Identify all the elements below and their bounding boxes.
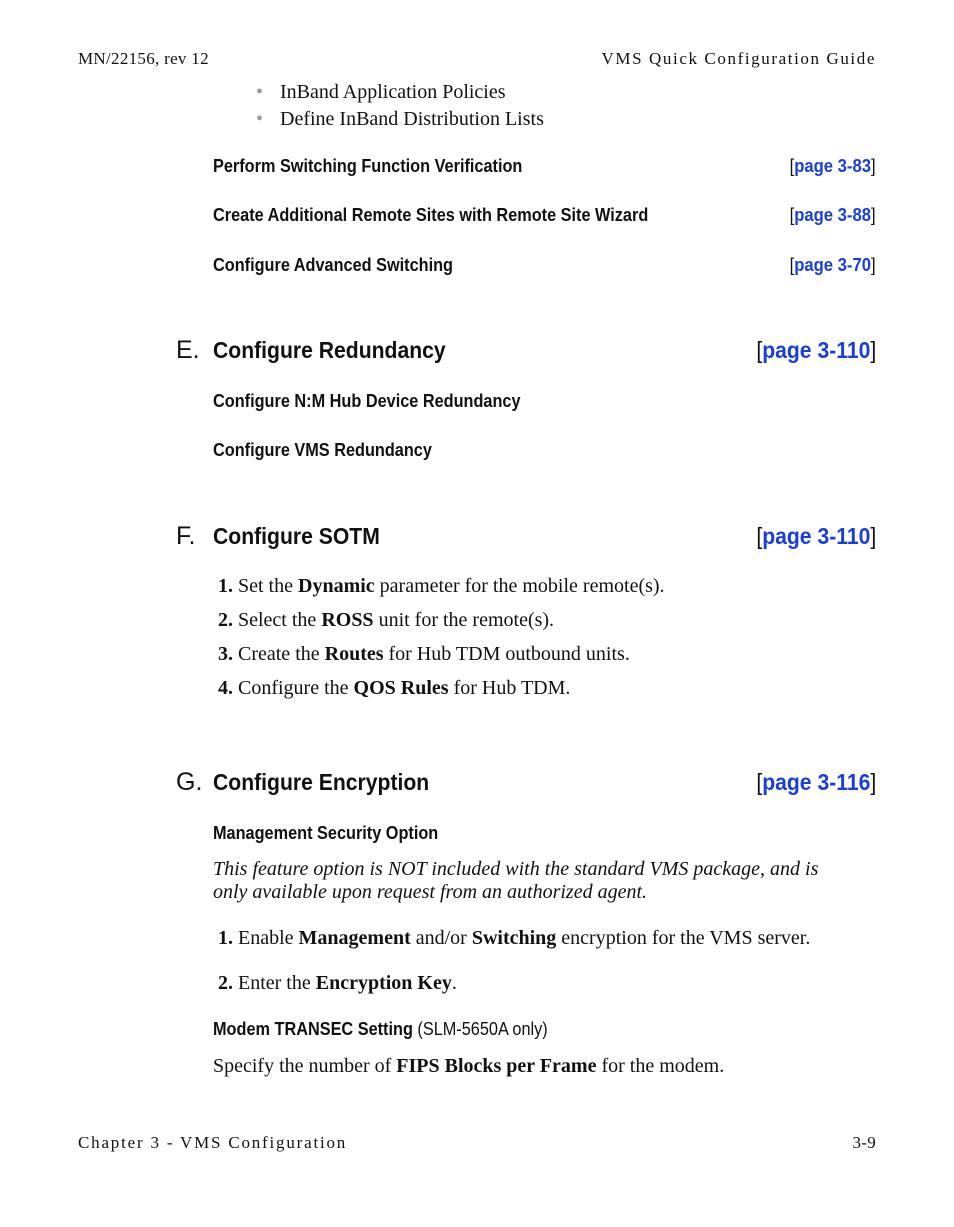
sub-heading-vms-redundancy: Configure VMS Redundancy [213,439,432,460]
page-ref-3-70[interactable]: [page 3-70] [789,254,876,275]
page-ref-section-e[interactable]: [page 3-110] [756,337,876,363]
page-ref-section-g[interactable]: [page 3-116] [756,769,876,795]
section-g-title: Configure Encryption [213,769,430,795]
link-title-advanced-switching: Configure Advanced Switching [213,254,454,275]
page-ref-3-88[interactable]: [page 3-88] [789,204,876,225]
encryption-step: 1. Enable Management and/or Switching encryption for the VMS server. [218,927,811,949]
bullet-item: • InBand Application Policies [256,81,506,103]
page-ref-section-f[interactable]: [page 3-110] [756,523,876,549]
footer-page-number: 3-9 [852,1133,876,1152]
section-f-title: Configure SOTM [213,523,380,549]
section-f-letter: F. [176,522,196,550]
fips-instruction: Specify the number of FIPS Blocks per Frame for the modem. [213,1055,725,1077]
header-guide-title: VMS Quick Configuration Guide [601,49,876,68]
header-doc-number: MN/22156, rev 12 [78,49,209,68]
footer-chapter: Chapter 3 - VMS Configuration [78,1133,348,1152]
encryption-step: 2. Enter the Encryption Key. [218,972,457,994]
sub-heading-management-security: Management Security Option [213,822,439,843]
sub-heading-nm-hub-redundancy: Configure N:M Hub Device Redundancy [213,390,521,411]
section-e-title: Configure Redundancy [213,337,446,363]
sotm-step: 4. Configure the QOS Rules for Hub TDM. [218,677,571,699]
bullet-dot-icon: • [256,108,264,130]
bullet-item: • Define InBand Distribution Lists [256,108,544,130]
section-e-letter: E. [176,336,200,364]
sotm-step: 3. Create the Routes for Hub TDM outbound units. [218,643,630,665]
section-g-letter: G. [176,768,203,796]
page-ref-3-83[interactable]: [page 3-83] [789,155,876,176]
bullet-dot-icon: • [256,81,264,103]
sotm-step: 2. Select the ROSS unit for the remote(s). [218,609,555,631]
sotm-step: 1. Set the Dynamic parameter for the mobile remote(s). [218,575,665,597]
link-title-remote-site-wizard: Create Additional Remote Sites with Remote Site Wizard [213,204,649,225]
note-line: This feature option is NOT included with the standard VMS package, and is [213,858,819,880]
sub-heading-modem-transec: Modem TRANSEC Setting (SLM-5650A only) [213,1018,548,1039]
note-line: only available upon request from an authorized agent. [213,881,648,903]
link-title-switching-verification: Perform Switching Function Verification [213,155,523,176]
